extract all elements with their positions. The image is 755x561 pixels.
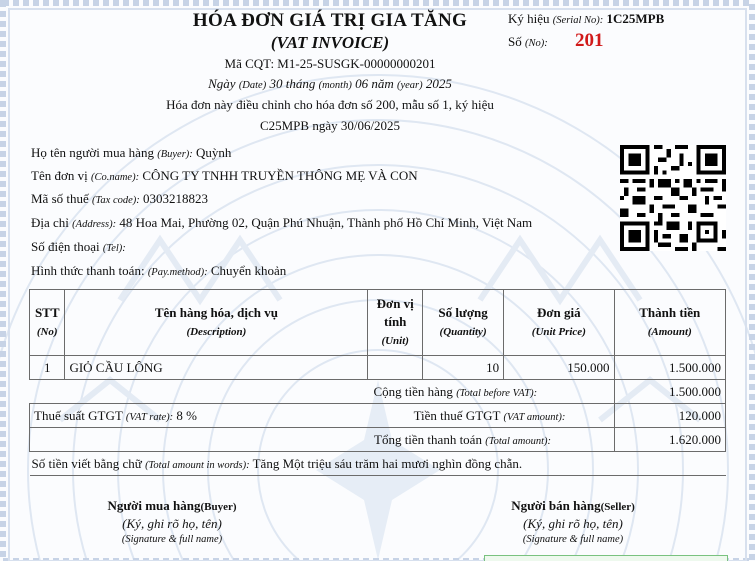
month-label-en: (month) [318, 80, 352, 91]
total-label: Tổng tiền thanh toán [374, 431, 482, 447]
row-description: GIỎ CẦU LÔNG [65, 356, 368, 380]
row-unit [368, 356, 423, 380]
address-value: 48 Hoa Mai, Phường 02, Quận Phú Nhuận, Thành phố Hồ Chí Minh, Việt Nam [119, 215, 533, 230]
phone-row [31, 239, 126, 255]
col-stt-label: STT [34, 305, 60, 320]
row-stt: 1 [30, 356, 65, 380]
table-row [30, 356, 726, 380]
total-label-en: (Total amount): [485, 435, 552, 447]
row-amount: 1.500.000 [614, 356, 725, 380]
seller-sign-hint-en: (Signature & full name) [522, 534, 624, 545]
col-unit [368, 290, 423, 356]
payment-value: Chuyển khoản [210, 263, 287, 278]
address-label: Địa chỉ [31, 215, 69, 230]
col-quantity-label-en: (Quantity) [439, 326, 487, 338]
col-unit-price-label: Đơn giá [536, 305, 581, 320]
subtotal-label-en: (Total before VAT): [456, 387, 538, 399]
serial-label-en: (Serial No): [552, 15, 604, 26]
qr-code-image [620, 145, 726, 251]
tax-code-value: 0303218823 [143, 191, 209, 206]
row-quantity: 10 [423, 356, 504, 380]
adjust-note-line2: C25MPB ngày 30/06/2025 [259, 118, 401, 133]
col-unit-price-label-en: (Unit Price) [531, 326, 586, 338]
total-label-cell [30, 428, 615, 452]
vat-amount-label: Tiền thuế GTGT [413, 407, 501, 423]
total-value: 1.620.000 [614, 428, 725, 452]
subtotal-row [30, 380, 726, 404]
col-description-label-en: (Description) [186, 326, 247, 338]
col-unit-label: Đơn vị [376, 296, 414, 311]
seller-signature-title-en: (Seller) [600, 501, 635, 513]
vat-rate-value: 8 % [176, 407, 198, 423]
col-description-label: Tên hàng hóa, dịch vụ [154, 305, 278, 320]
subtotal-label-cell [30, 380, 615, 404]
digital-signature-box [484, 555, 728, 561]
phone-label: Số điện thoại [31, 239, 100, 254]
row-unit-price: 150.000 [504, 356, 614, 380]
address-label-en: (Address): [72, 219, 117, 230]
buyer-signature-title-text: Người mua hàng [107, 498, 201, 513]
buyer-signature-title [72, 498, 272, 514]
total-row [30, 428, 726, 452]
buyer-sign-hint: (Ký, ghi rõ họ, tên) [122, 516, 222, 531]
date-month: 06 [355, 76, 369, 91]
buyer-signature-title-en: (Buyer) [200, 501, 237, 513]
col-quantity [423, 290, 504, 356]
subtotal-label: Cộng tiền hàng [373, 383, 453, 399]
invoice-number: 201 [574, 30, 604, 51]
buyer-name-label-en: (Buyer): [157, 149, 193, 160]
year-label: năm [371, 76, 394, 91]
seller-signature-title [473, 498, 673, 514]
col-quantity-label: Số lượng [438, 305, 488, 320]
address-row [31, 215, 532, 231]
vat-amount-label-en: (VAT amount): [503, 411, 566, 423]
company-value: CÔNG TY TNHH TRUYỀN THÔNG MẸ VÀ CON [142, 168, 418, 183]
cqt-code: Mã CQT: M1-25-SUSGK-00000000201 [224, 56, 436, 71]
invoice-title: HÓA ĐƠN GIÁ TRỊ GIA TĂNG [192, 10, 468, 31]
month-label: tháng [285, 76, 316, 91]
buyer-sign-hint-en: (Signature & full name) [121, 534, 223, 545]
table-header-row [30, 290, 726, 356]
adjust-note-line1: Hóa đơn này điều chỉnh cho hóa đơn số 200, mẫu số 1, ký hiệu [166, 97, 494, 112]
number-label: Số [508, 34, 522, 49]
buyer-name-value: Quỳnh [196, 145, 232, 160]
amount-in-words-cell [30, 452, 726, 476]
payment-label: Hình thức thanh toán: [31, 263, 145, 278]
col-amount [614, 290, 725, 356]
amount-in-words-value: Tăng Một triệu sáu trăm hai mươi nghìn đồng chẵn. [252, 455, 523, 471]
company-label: Tên đơn vị [31, 168, 88, 183]
vat-row [30, 404, 726, 428]
items-table [29, 289, 726, 476]
col-amount-label-en: (Amount) [647, 326, 692, 338]
company-row [31, 168, 418, 184]
vat-amount-label-cell [413, 404, 614, 428]
date-label: Ngày [208, 76, 236, 91]
seller-signature [473, 498, 673, 545]
subtotal-value: 1.500.000 [614, 380, 725, 404]
date-label-en: (Date) [238, 80, 267, 91]
payment-row [31, 263, 286, 279]
tax-code-label: Mã số thuế [31, 191, 89, 206]
buyer-name-row [31, 145, 231, 161]
invoice-subtitle: (VAT INVOICE) [270, 33, 390, 52]
tax-code-label-en: (Tax code): [92, 195, 140, 206]
vat-rate-label-en: (VAT rate): [125, 411, 174, 423]
col-stt-label-en: (No) [36, 326, 58, 338]
amount-in-words-label-en: (Total amount in words): [145, 459, 250, 471]
company-label-en: (Co.name): [90, 172, 140, 183]
serial-value: 1C25MPB [606, 11, 665, 26]
vat-rate-cell [30, 404, 423, 428]
seller-sign-hint: (Ký, ghi rõ họ, tên) [523, 516, 623, 531]
buyer-name-label: Họ tên người mua hàng [31, 145, 154, 160]
seller-signature-title-text: Người bán hàng [511, 498, 601, 513]
number-label-en: (No): [524, 38, 548, 49]
col-unit-label-2: tính [384, 314, 407, 329]
vat-amount-value: 120.000 [614, 404, 725, 428]
date-day: 30 [269, 76, 283, 91]
invoice-date [100, 76, 560, 92]
col-stt [30, 290, 65, 356]
amount-in-words-label: Số tiền viết bằng chữ [31, 455, 142, 471]
serial-label: Ký hiệu [508, 11, 550, 26]
date-year: 2025 [425, 76, 452, 91]
amount-in-words-row [30, 452, 726, 476]
col-unit-price [504, 290, 614, 356]
serial-row [508, 11, 664, 27]
year-label-en: (year) [396, 80, 423, 91]
payment-label-en: (Pay.method): [147, 267, 208, 278]
col-unit-label-en: (Unit) [381, 335, 409, 347]
number-row [508, 30, 603, 52]
col-description [65, 290, 368, 356]
vat-rate-label: Thuế suất GTGT [34, 407, 123, 423]
buyer-signature [72, 498, 272, 545]
tax-code-row [31, 191, 208, 207]
phone-label-en: (Tel): [102, 243, 126, 254]
col-amount-label: Thành tiền [639, 305, 701, 320]
